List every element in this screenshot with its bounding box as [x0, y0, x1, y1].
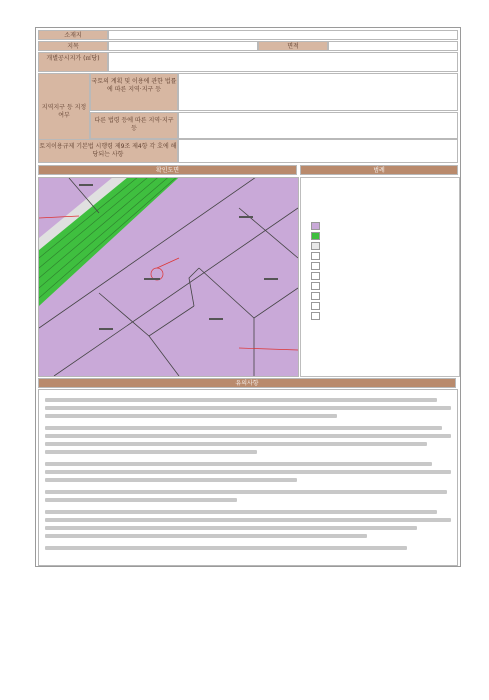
notes-section-title: 유의사항: [38, 378, 456, 388]
land-price-label: 개별공시지가 (㎡당): [38, 52, 108, 72]
zoning-law-value-1: [178, 73, 458, 111]
legend-item-10: [311, 310, 321, 320]
legend-item-5: [311, 260, 321, 270]
legend-swatch-2: [311, 232, 320, 240]
area-value: [328, 41, 458, 51]
legend-swatch-10: [311, 312, 320, 320]
area-label: 면적: [258, 41, 328, 51]
legend-swatch-8: [311, 292, 320, 300]
land-category-value: [108, 41, 258, 51]
zoning-label: 지역지구 등 지정여부: [38, 73, 90, 163]
land-price-value: [108, 52, 458, 72]
legend-swatch-5: [311, 262, 320, 270]
legend-swatch-4: [311, 252, 320, 260]
legend-item-9: [311, 300, 321, 310]
location-value: [108, 30, 458, 40]
legend-item-1: [311, 220, 321, 230]
zoning-law-value-3: [178, 139, 458, 163]
legend-swatch-3: [311, 242, 320, 250]
map-drawing: [39, 178, 298, 376]
map-legend: [300, 177, 460, 377]
legend-item-3: [311, 240, 321, 250]
legend-swatch-6: [311, 272, 320, 280]
land-category-label: 지목: [38, 41, 108, 51]
legend-title: 범례: [300, 165, 458, 175]
map-section-title: 확인도면: [38, 165, 297, 175]
cadastral-map: [38, 177, 299, 377]
zoning-law-label-2: 다른 법령 등에 따른 지역·지구 등: [90, 112, 178, 139]
legend-item-4: [311, 250, 321, 260]
legend-item-8: [311, 290, 321, 300]
land-use-plan-document: [35, 27, 461, 567]
location-label: 소재지: [38, 30, 108, 40]
zoning-law-value-2: [178, 112, 458, 139]
zoning-law-label-3: 토지이용규제 기본법 시행령 제9조 제4항 각 호에 해당되는 사항: [38, 139, 178, 163]
legend-item-7: [311, 280, 321, 290]
zoning-law-label-1: 국토의 계획 및 이용에 관한 법률에 따른 지역·지구 등: [90, 73, 178, 111]
legend-item-6: [311, 270, 321, 280]
legend-swatch-1: [311, 222, 320, 230]
legend-swatch-7: [311, 282, 320, 290]
legend-item-2: [311, 230, 321, 240]
notes-body: [38, 389, 458, 566]
legend-swatch-9: [311, 302, 320, 310]
